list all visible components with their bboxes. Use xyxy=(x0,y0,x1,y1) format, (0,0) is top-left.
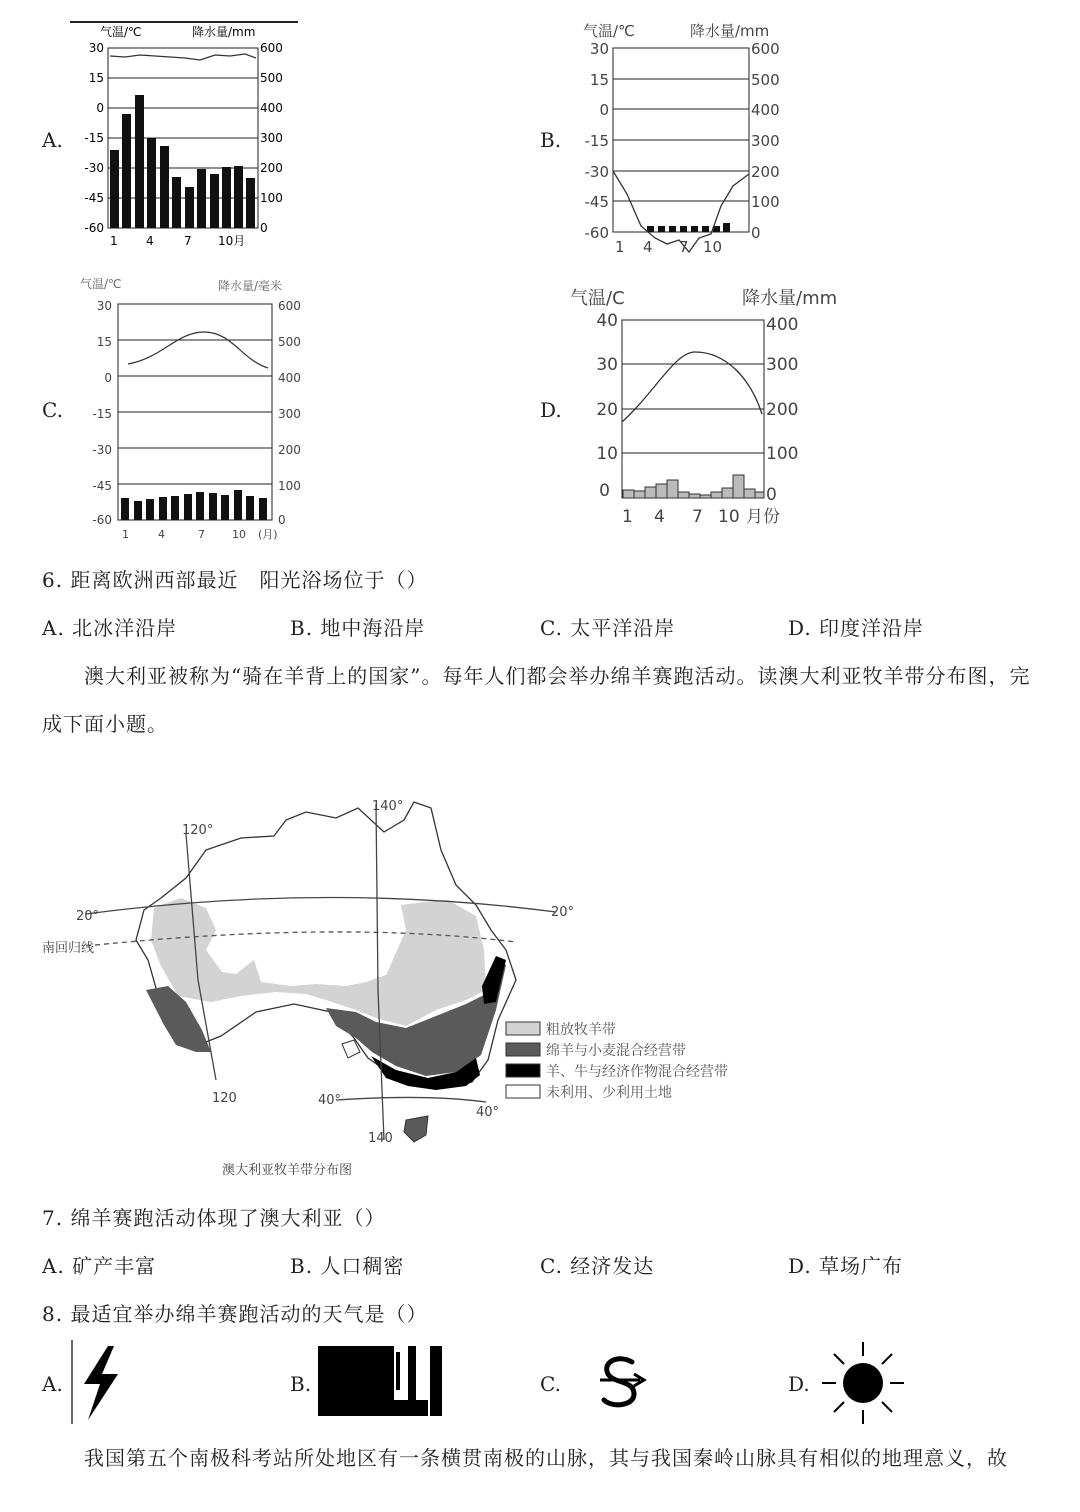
q6-option-a[interactable]: A. 北冰洋沿岸 xyxy=(42,616,178,640)
temp-axis-label: 气温/℃ xyxy=(80,277,122,291)
x-tick: 7 xyxy=(679,238,689,256)
lon120-bottom: 120 xyxy=(212,1091,237,1106)
left-tick: 15 xyxy=(589,71,609,89)
right-tick: 200 xyxy=(260,161,283,175)
left-tick: -45 xyxy=(92,479,112,493)
weather-symbol-b-icon xyxy=(318,1346,444,1418)
q7-option-a[interactable]: A. 矿产丰富 xyxy=(42,1254,157,1278)
question-8-stem: 8. 最适宜举办绵羊赛跑活动的天气是（） xyxy=(42,1302,428,1326)
precip-axis-label: 降水量/mm xyxy=(192,25,256,39)
right-tick: 400 xyxy=(260,101,283,115)
x-tick: 1 xyxy=(122,528,129,541)
sunny-icon xyxy=(820,1340,906,1426)
climate-chart-c xyxy=(72,272,312,547)
right-tick: 500 xyxy=(751,71,780,89)
australia-sheep-map xyxy=(36,790,796,1185)
left-tick: 30 xyxy=(96,299,112,313)
x-tick: 7 xyxy=(692,507,703,527)
left-tick: 0 xyxy=(599,101,609,119)
x-tick: 10 xyxy=(718,507,740,527)
right-tick: 100 xyxy=(278,479,301,493)
sandstorm-icon xyxy=(598,1352,648,1412)
right-tick: 200 xyxy=(278,443,301,457)
left-tick: 15 xyxy=(96,335,112,349)
lat-40-line xyxy=(336,1097,486,1102)
climate-chart-b xyxy=(575,16,795,256)
right-tick: 0 xyxy=(766,485,777,505)
precip-axis-label: 降水量/毫米 xyxy=(218,279,283,293)
precip-axis-label: 降水量/mm xyxy=(690,22,770,40)
option-letter-d: D. xyxy=(540,398,562,422)
option-letter-c: C. xyxy=(42,398,63,422)
right-tick: 600 xyxy=(260,41,283,55)
q6-option-b[interactable]: B. 地中海沿岸 xyxy=(290,616,426,640)
left-tick: 30 xyxy=(596,355,618,375)
right-tick: 300 xyxy=(751,132,780,150)
temp-axis-label: 气温/℃ xyxy=(100,25,142,39)
right-tick: 200 xyxy=(751,163,780,181)
left-tick: 10 xyxy=(596,444,618,464)
x-tick: 月份 xyxy=(746,507,780,527)
x-tick: 7 xyxy=(184,234,192,248)
left-tick: -45 xyxy=(584,193,609,211)
x-tick: 10月 xyxy=(218,234,246,248)
q7-option-c[interactable]: C. 经济发达 xyxy=(540,1254,655,1278)
x-tick: 1 xyxy=(622,507,633,527)
q8-option-a[interactable]: A. xyxy=(42,1372,63,1396)
left-tick: 30 xyxy=(88,41,104,55)
map-legend xyxy=(506,1021,728,1101)
right-tick: 400 xyxy=(751,101,780,119)
left-tick: 20 xyxy=(596,400,618,420)
right-tick: 100 xyxy=(751,193,780,211)
question-6-stem: 6. 距离欧洲西部最近 阳光浴场位于（） xyxy=(42,568,428,592)
tasmania xyxy=(404,1116,428,1142)
lon140-bottom: 140 xyxy=(368,1131,393,1146)
q6-option-d[interactable]: D. 印度洋沿岸 xyxy=(788,616,925,640)
right-tick: 0 xyxy=(278,513,286,527)
left-tick: 0 xyxy=(599,481,610,501)
left-tick: -60 xyxy=(92,513,112,527)
x-tick: 4 xyxy=(146,234,154,248)
left-tick: -45 xyxy=(84,191,104,205)
option-letter-b: B. xyxy=(540,128,562,152)
right-tick: 400 xyxy=(766,315,799,335)
legend-label: 羊、牛与经济作物混合经营带 xyxy=(546,1064,728,1080)
left-tick: -60 xyxy=(584,224,609,242)
x-tick: 4 xyxy=(158,528,165,541)
right-tick: 600 xyxy=(278,299,301,313)
option-letter-a: A. xyxy=(42,128,63,152)
lat40-right: 40° xyxy=(476,1105,500,1120)
x-tick: 4 xyxy=(654,507,665,527)
tropic-label: 南回归线 xyxy=(42,941,95,956)
right-tick: 300 xyxy=(766,355,799,375)
lon140-top: 140° xyxy=(372,799,404,814)
left-tick: -15 xyxy=(584,132,609,150)
q8-option-d[interactable]: D. xyxy=(788,1372,810,1396)
left-tick: 0 xyxy=(96,101,104,115)
intro-paragraph-line1: 澳大利亚被称为“骑在羊背上的国家”。每年人们都会举办绵羊赛跑活动。读澳大利亚牧羊带分布图，完 xyxy=(84,664,1031,688)
left-tick: 30 xyxy=(589,40,609,58)
lat20-left: 20° xyxy=(76,909,100,924)
left-tick: -60 xyxy=(84,221,104,235)
right-tick: 300 xyxy=(260,131,283,145)
right-tick: 100 xyxy=(766,444,799,464)
legend-label: 粗放牧羊带 xyxy=(546,1022,616,1038)
x-tick: 1 xyxy=(615,238,625,256)
lat20-right: 20° xyxy=(551,905,575,920)
right-tick: 0 xyxy=(751,224,761,242)
left-tick: 15 xyxy=(88,71,104,85)
right-tick: 300 xyxy=(278,407,301,421)
climate-chart-a xyxy=(70,18,300,250)
tail-paragraph-line1: 我国第五个南极科考站所处地区有一条横贯南极的山脉，其与我国秦岭山脉具有相似的地理意义，故 xyxy=(84,1446,1008,1470)
thunderstorm-icon xyxy=(70,1338,140,1426)
right-tick: 500 xyxy=(260,71,283,85)
question-7-stem: 7. 绵羊赛跑活动体现了澳大利亚（） xyxy=(42,1206,386,1230)
right-tick: 400 xyxy=(278,371,301,385)
left-tick: 40 xyxy=(596,311,618,331)
temp-axis-label: 气温/℃ xyxy=(583,22,635,40)
map-caption: 澳大利亚牧羊带分布图 xyxy=(222,1163,353,1178)
q7-option-b[interactable]: B. 人口稠密 xyxy=(290,1254,405,1278)
legend-label: 未利用、少利用土地 xyxy=(546,1085,672,1101)
precip-axis-label: 降水量/mm xyxy=(742,288,838,309)
climate-chart-d xyxy=(560,282,860,532)
left-tick: -30 xyxy=(584,163,609,181)
x-tick: 1 xyxy=(110,234,118,248)
right-tick: 100 xyxy=(260,191,283,205)
left-tick: -30 xyxy=(92,443,112,457)
legend-label: 绵羊与小麦混合经营带 xyxy=(546,1043,686,1059)
x-tick: 10 xyxy=(232,528,246,541)
x-tick: 7 xyxy=(198,528,205,541)
right-tick: 600 xyxy=(751,40,780,58)
x-tick: 10 xyxy=(703,238,723,256)
lon120-top: 120° xyxy=(182,823,214,838)
right-tick: 200 xyxy=(766,400,799,420)
q8-option-c[interactable]: C. xyxy=(540,1372,561,1396)
right-tick: 0 xyxy=(260,221,268,235)
x-tick: 4 xyxy=(643,238,653,256)
intro-paragraph-line2: 成下面小题。 xyxy=(42,712,168,736)
lat40-left: 40° xyxy=(318,1093,342,1108)
temp-axis-label: 气温/C xyxy=(570,288,625,309)
q6-option-c[interactable]: C. 太平洋沿岸 xyxy=(540,616,676,640)
q7-option-d[interactable]: D. 草场广布 xyxy=(788,1254,904,1278)
left-tick: -30 xyxy=(84,161,104,175)
right-tick: 500 xyxy=(278,335,301,349)
left-tick: -15 xyxy=(84,131,104,145)
x-tick: (月) xyxy=(258,528,278,541)
left-tick: 0 xyxy=(104,371,112,385)
q8-option-b[interactable]: B. xyxy=(290,1372,312,1396)
left-tick: -15 xyxy=(92,407,112,421)
